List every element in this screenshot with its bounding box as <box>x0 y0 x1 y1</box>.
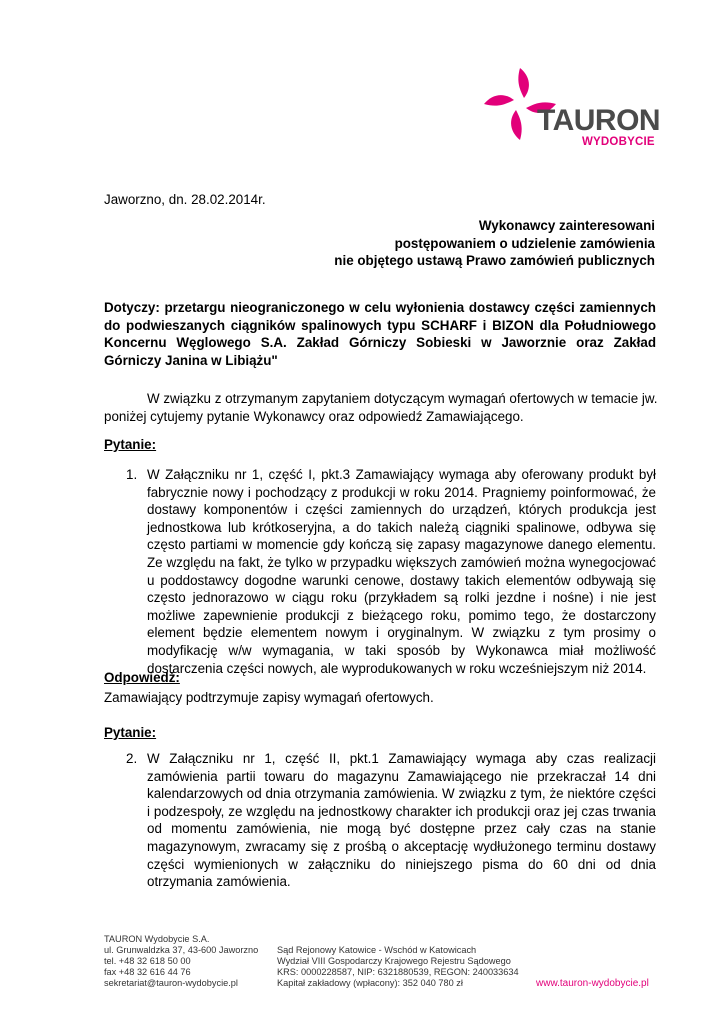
question-2-heading: Pytanie: <box>104 725 157 740</box>
question-1 <box>104 466 656 677</box>
intro-line-2: poniżej cytujemy pytanie Wykonawcy oraz odpowiedź Zamawiającego. <box>104 408 524 424</box>
addressee <box>334 217 655 270</box>
logo-subtitle: WYDOBYCIE <box>582 136 655 148</box>
footer-tel: tel. +48 32 618 50 00 <box>104 956 191 966</box>
addressee-line: nie objętego ustawą Prawo zamówień publicznych <box>334 253 655 269</box>
footer-email: sekretariat@tauron-wydobycie.pl <box>104 978 238 988</box>
footer-company: TAURON Wydobycie S.A. <box>104 934 210 944</box>
company-logo <box>480 64 660 154</box>
logo-name: TAURON <box>537 104 661 137</box>
intro-line-1: W związku z otrzymanym zapytaniem dotyczącym wymagań ofertowych w temacie jw. <box>147 391 658 406</box>
question-2-text: W Załączniku nr 1, część II, pkt.1 Zamawiający wymaga aby czas realizacji zamówienia partii towaru do magazynu Zamawiającego nie przekraczał 14 dni kalendarzowych od dnia otrzymania zamówienia. W związku z tym, że niektóre części i podzespoły, ze względu na jednostkowy charakter ich produkcji oraz jej czas trwania od momentu zamówienia, nie mogą być dostępne przez cały czas na stanie magazynowym, zwracamy się z prośbą o akceptację wydłużonego terminu dostawy części wymienionych w załączniku do niniejszego pisma do 60 dni od dnia otrzymania zamówienia. <box>147 751 656 890</box>
question-1-text: W Załączniku nr 1, część I, pkt.3 Zamawiający wymaga aby oferowany produkt był fabrycznie nowy i pochodzący z produkcji w roku 2014. Pragniemy poinformować, że dostawy komponentów i części zamiennych do urządzeń, których produkcja jest jednostkowa lub krótkoseryjna, a do takich należą ciągniki spalinowe, odbywa się często partiami w momencie gdy kończą się zapasy magazynowe danego elementu. Ze względu na fakt, że tylko w przypadku większych zamówień można wynegocjować u poddostawcy dogodne warunki cenowe, dostawy takich elementów odbywają się często jednorazowo w ciągu roku (przykładem są rolki jezdne i nośne) i nie jest możliwe zapewnienie produkcji z bieżącego roku, pomimo tego, że dostarczony element będzie elementem nowym i oryginalnym. W związku z tym prosimy o modyfikację w/w wymagania, w taki sposób by Wykonawca miał możliwość dostarczenia części nowych, ale wyprodukowanych w roku wcześniejszym niż 2014. <box>147 467 656 676</box>
footer-department: Wydział VIII Gospodarczy Krajowego Rejestru Sądowego <box>277 956 511 966</box>
footer-fax: fax +48 32 616 44 76 <box>104 967 191 977</box>
answer-1-heading: Odpowiedź: <box>104 670 180 685</box>
question-2 <box>104 750 656 891</box>
question-1-heading: Pytanie: <box>104 437 157 452</box>
letter-date: Jaworzno, dn. 28.02.2014r. <box>104 192 266 207</box>
question-1-number: 1. <box>126 467 138 482</box>
footer-registry-info <box>277 945 519 989</box>
footer-street: ul. Grunwaldzka 37, 43-600 Jaworzno <box>104 945 259 955</box>
footer-website-link[interactable]: www.tauron-wydobycie.pl <box>536 978 649 989</box>
intro-paragraph <box>104 390 660 425</box>
addressee-line: postępowaniem o udzielenie zamówienia <box>394 235 655 251</box>
addressee-line: Wykonawcy zainteresowani <box>478 218 655 233</box>
question-2-number: 2. <box>126 751 138 766</box>
footer-capital: Kapitał zakładowy (wpłacony): 352 040 780 zł <box>277 978 463 988</box>
answer-1-text: Zamawiający podtrzymuje zapisy wymagań ofertowych. <box>104 690 434 705</box>
footer-company-info <box>104 934 258 989</box>
footer-court: Sąd Rejonowy Katowice - Wschód w Katowicach <box>277 945 477 955</box>
subject: Dotyczy: przetargu nieograniczonego w celu wyłonienia dostawcy części zamiennych do podwieszanych ciągników spalinowych typu SCHARF i BIZON dla Południowego Koncernu Węglowego S.A. Zakład Górniczy Sobieski w Jaworznie oraz Zakład Górniczy Janina w Libiążu" <box>104 300 656 368</box>
footer-registry: KRS: 0000228587, NIP: 6321880539, REGON: 240033634 <box>277 967 519 977</box>
